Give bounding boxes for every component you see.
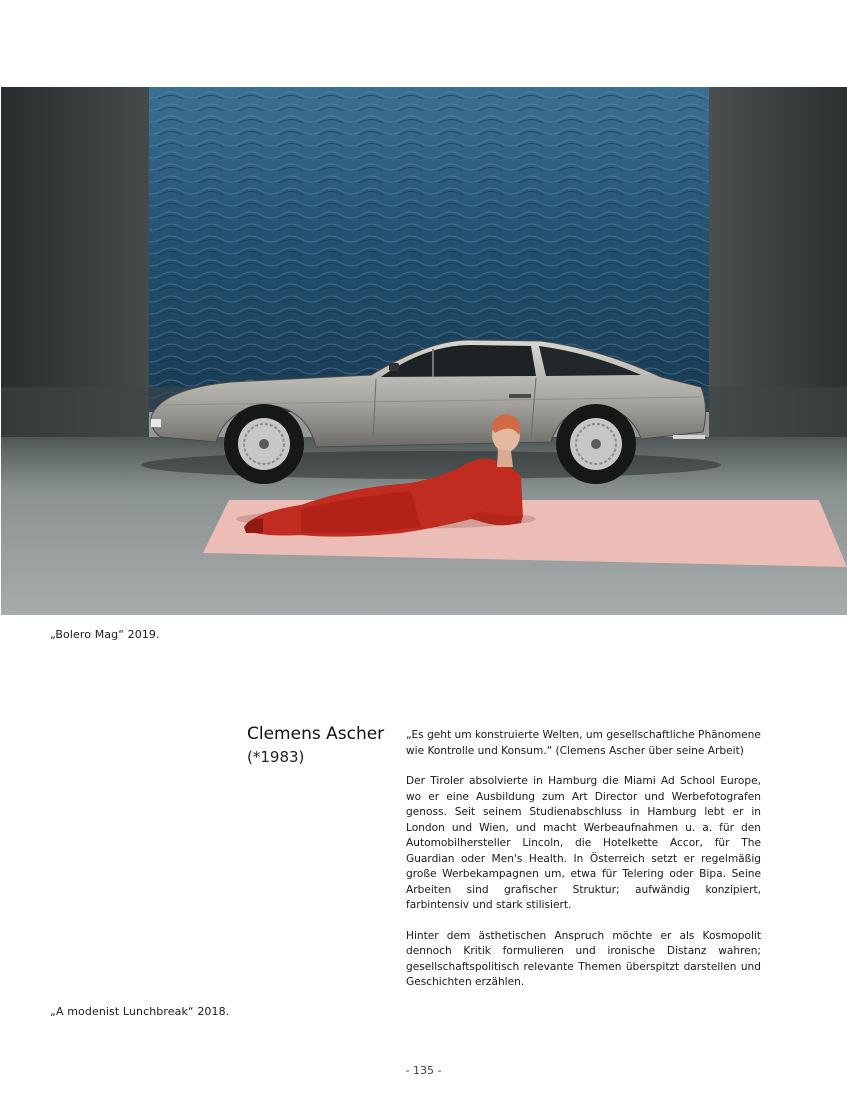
photo-bolero-mag <box>1 87 847 615</box>
photo-caption: „A modenist Lunchbreak“ 2018. <box>50 1005 230 1018</box>
page-number: - 135 - <box>405 1064 442 1077</box>
artist-quote: „Es geht um konstruierte Welten, um gesellschaftliche Phänomene wie Kontrolle und Konsum.“ (Clemens Ascher über seine Arbeit) <box>406 729 761 757</box>
artist-name: Clemens Ascher <box>247 724 385 744</box>
biography-paragraph: Hinter dem ästhetischen Anspruch möchte er als Kosmopolit dennoch Kritik formulieren und ironische Distanz wahren; gesellschaftspolitisch relevante Themen überspitzt darstellen und Geschichten erzählen. <box>406 929 761 988</box>
photo-caption: „Bolero Mag“ 2019. <box>50 628 160 641</box>
biography-paragraph: Der Tiroler absolvierte in Hamburg die Miami Ad School Europe, wo er eine Ausbildung zum Art Director und Werbefotografen genoss. Seit seinem Studienabschluss in Hamburg lebt er in London und Wien, und macht Werbeaufnahmen u. a. für den Automobilhersteller Lincoln, die Hotelkette Accor, für The Guardian oder Men's Health. In Österreich setzt er regelmäßig große Werbekampagnen um, etwa für Telering oder Bipa. Seine Arbeiten sind grafischer Struktur; aufwändig konzipiert, farbintensiv und stark stilisiert. <box>406 775 761 911</box>
artist-biography <box>406 728 761 1006</box>
artist-birth-year: (*1983) <box>247 748 305 766</box>
